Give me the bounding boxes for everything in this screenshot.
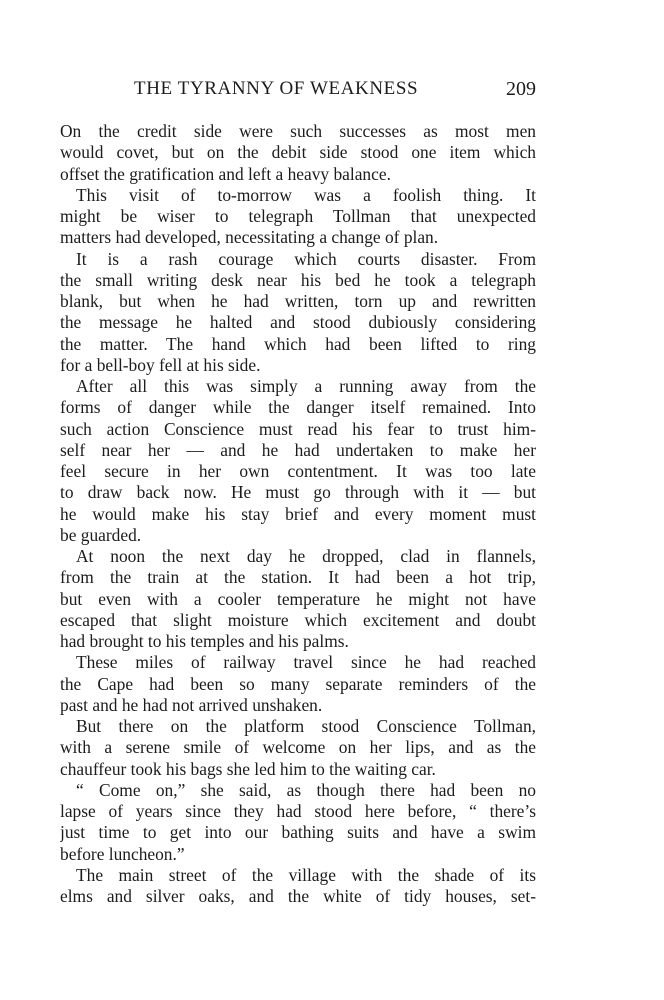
text-line: blank, but when he had written, torn up and rewritten [60, 291, 536, 311]
text-line: would covet, but on the debit side stood one item which [60, 142, 536, 163]
text-line: he would make his stay brief and every moment must [60, 503, 536, 524]
text-line: might be wiser to telegraph Tollman that unexpected [60, 206, 536, 226]
text-line: forms of danger while the danger itself remained. Into [60, 397, 536, 418]
text-line: At noon the next day he dropped, clad in flannels, [76, 546, 536, 566]
text-line: The main street of the village with the shade of its [76, 864, 536, 885]
text-line: On the credit side were such successes as most men [60, 121, 536, 141]
text-line: the small writing desk near his bed he took a telegraph [60, 269, 536, 290]
text-line: chauffeur took his bags she led him to the waiting car. [60, 758, 436, 779]
text-line: to draw back now. He must go through with it — but [60, 482, 536, 503]
running-head [60, 78, 536, 102]
text-line: just time to get into our bathing suits and have a swim [60, 822, 536, 843]
text-line: matters had developed, necessitating a change of plan. [60, 227, 439, 248]
text-line: from the train at the station. It had been a hot trip, [60, 567, 536, 588]
text-line: These miles of railway travel since he had reached [76, 652, 536, 673]
text-line: but even with a cooler temperature he might not have [60, 588, 536, 609]
text-line: past and he had not arrived unshaken. [60, 694, 323, 715]
text-line: had brought to his temples and his palms. [60, 631, 349, 651]
text-line: But there on the platform stood Conscience Tollman, [76, 716, 536, 736]
text-line: offset the gratification and left a heavy balance. [60, 163, 391, 184]
text-line: elms and silver oaks, and the white of tidy houses, set- [60, 886, 536, 906]
text-line: such action Conscience must read his fear to trust him- [60, 418, 536, 439]
text-line: the Cape had been so many separate reminders of the [60, 673, 536, 694]
text-line: lapse of years since they had stood here before, “ there’s [60, 801, 536, 821]
text-line: before luncheon.” [60, 843, 185, 864]
text-line: the matter. The hand which had been lifted to ring [60, 333, 536, 354]
text-line: escaped that slight moisture which excitement and doubt [60, 609, 536, 630]
text-line: It is a rash courage which courts disaster. From [76, 248, 536, 269]
running-title: THE TYRANNY OF WEAKNESS [134, 78, 419, 99]
text-line: with a serene smile of welcome on her lips, and as the [60, 737, 536, 758]
text-line: the message he halted and stood dubiously considering [60, 312, 536, 333]
text-line: for a bell-boy fell at his side. [60, 354, 261, 375]
page-number: 209 [506, 78, 536, 100]
text-line: After all this was simply a running away from the [76, 376, 536, 396]
text-line: This visit of to-morrow was a foolish thing. It [76, 184, 536, 205]
text-line: feel secure in her own contentment. It was too late [60, 461, 536, 481]
text-line: “ Come on,” she said, as though there had been no [76, 779, 536, 800]
body-text [60, 121, 536, 907]
text-line: be guarded. [60, 524, 142, 545]
text-line: self near her — and he had undertaken to make her [60, 439, 536, 460]
